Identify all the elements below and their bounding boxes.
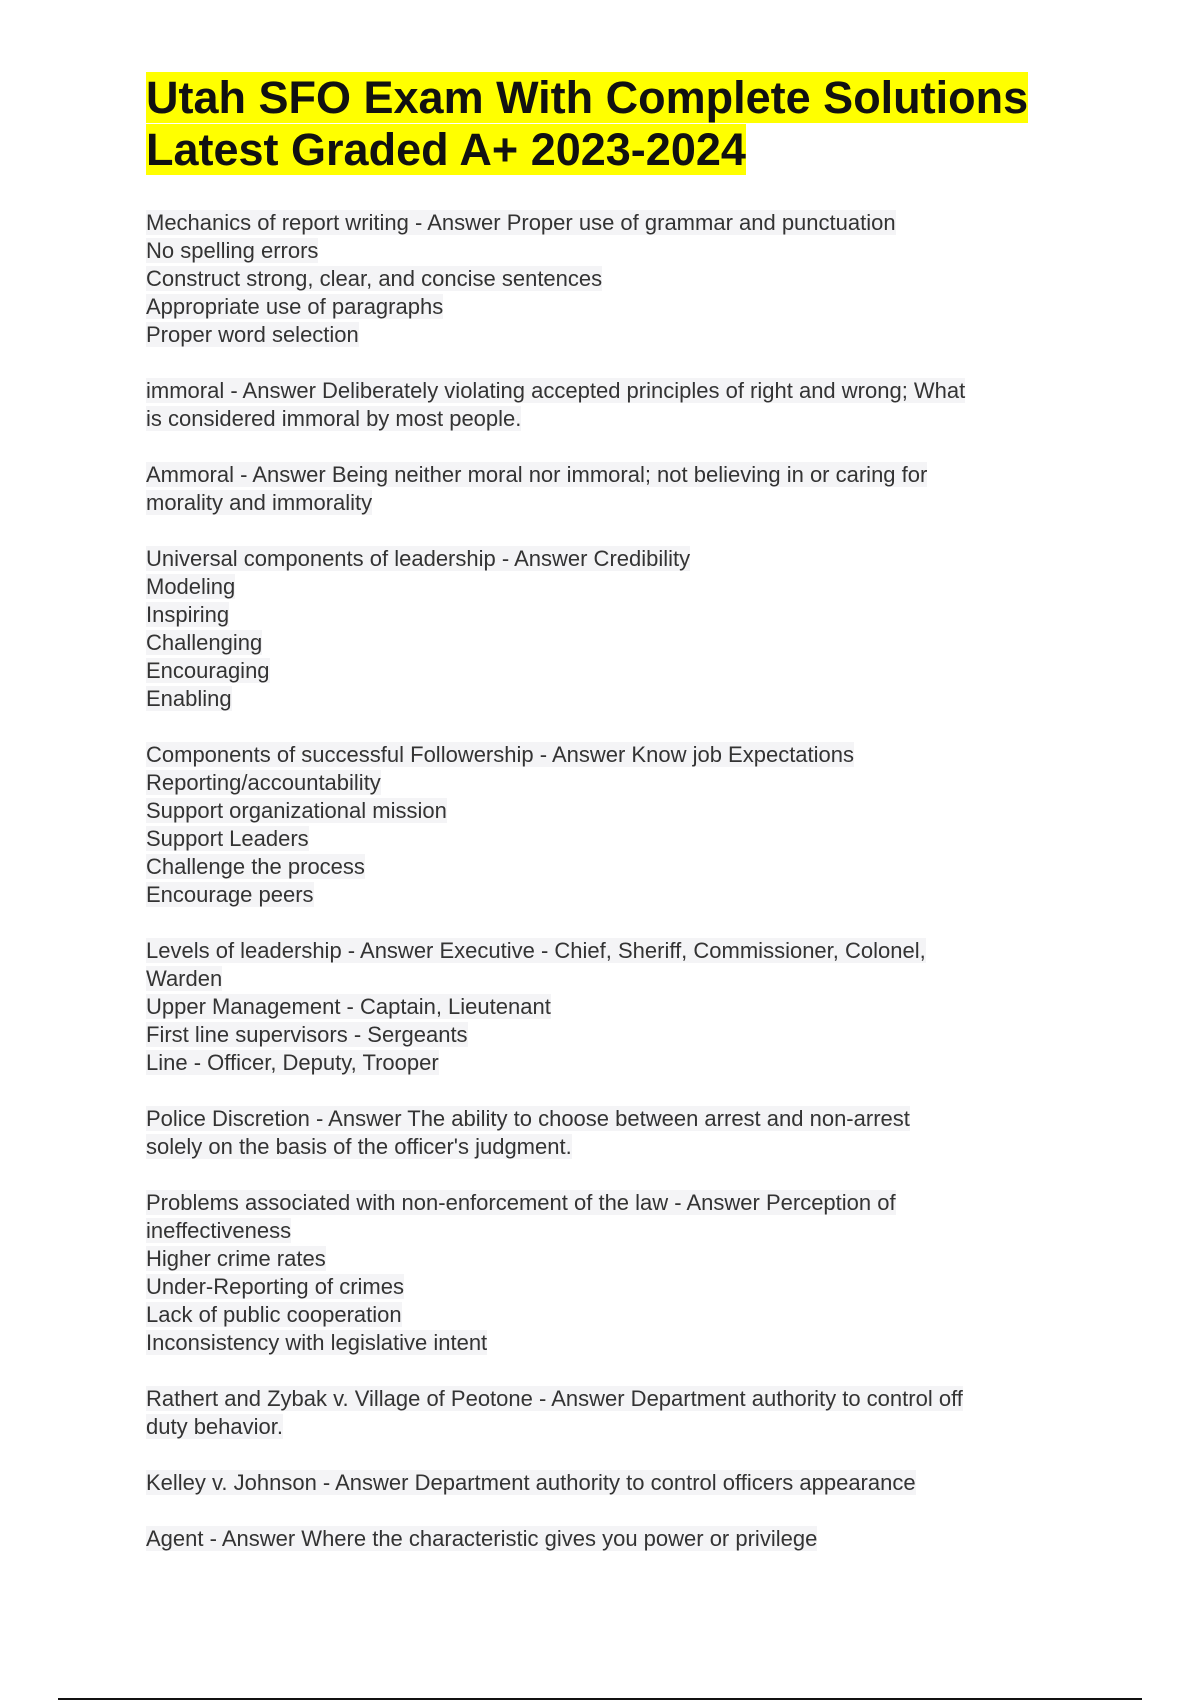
qa-entry	[146, 937, 1086, 1077]
qa-line-wrapper	[146, 461, 1086, 489]
qa-line-wrapper	[146, 601, 1086, 629]
qa-entry	[146, 461, 1086, 517]
qa-line-wrapper	[146, 1469, 1086, 1497]
qa-line-wrapper	[146, 853, 1086, 881]
qa-line: Universal components of leadership - Answer Credibility	[146, 546, 691, 571]
qa-line-wrapper	[146, 293, 1086, 321]
qa-line: solely on the basis of the officer's judgment.	[146, 1134, 572, 1159]
qa-line-wrapper	[146, 1245, 1086, 1273]
qa-line-wrapper	[146, 769, 1086, 797]
qa-line: Rathert and Zybak v. Village of Peotone - Answer Department authority to control off	[146, 1386, 963, 1411]
qa-line: Modeling	[146, 574, 236, 599]
qa-line-wrapper	[146, 321, 1086, 349]
qa-line-wrapper	[146, 741, 1086, 769]
qa-line-wrapper	[146, 629, 1086, 657]
qa-line: morality and immorality	[146, 490, 373, 515]
qa-line: Components of successful Followership - Answer Know job Expectations	[146, 742, 855, 767]
qa-line-wrapper	[146, 405, 1086, 433]
qa-line: Upper Management - Captain, Lieutenant	[146, 994, 551, 1019]
qa-line-wrapper	[146, 881, 1086, 909]
qa-line-wrapper	[146, 797, 1086, 825]
qa-line: Encourage peers	[146, 882, 314, 907]
qa-line: Higher crime rates	[146, 1246, 326, 1271]
qa-entry	[146, 209, 1086, 349]
qa-line-wrapper	[146, 1301, 1086, 1329]
qa-line: Lack of public cooperation	[146, 1302, 402, 1327]
qa-line: First line supervisors - Sergeants	[146, 1022, 468, 1047]
title-line-1: Utah SFO Exam With Complete Solutions	[146, 72, 1029, 123]
qa-line: Agent - Answer Where the characteristic gives you power or privilege	[146, 1526, 818, 1551]
qa-line: Appropriate use of paragraphs	[146, 294, 444, 319]
qa-line-wrapper	[146, 965, 1086, 993]
qa-line-wrapper	[146, 825, 1086, 853]
qa-line: Line - Officer, Deputy, Trooper	[146, 1050, 439, 1075]
qa-line: Proper word selection	[146, 322, 359, 347]
qa-line: ineffectiveness	[146, 1218, 292, 1243]
qa-line-wrapper	[146, 489, 1086, 517]
qa-line: Problems associated with non-enforcement of the law - Answer Perception of	[146, 1190, 896, 1215]
qa-line: Support Leaders	[146, 826, 309, 851]
qa-line-wrapper	[146, 1049, 1086, 1077]
qa-line: Warden	[146, 966, 223, 991]
qa-line: Mechanics of report writing - Answer Proper use of grammar and punctuation	[146, 210, 896, 235]
qa-line-wrapper	[146, 993, 1086, 1021]
qa-line-wrapper	[146, 657, 1086, 685]
qa-line-wrapper	[146, 1189, 1086, 1217]
qa-line: Challenging	[146, 630, 263, 655]
qa-entry	[146, 545, 1086, 713]
qa-line-wrapper	[146, 265, 1086, 293]
qa-line: Police Discretion - Answer The ability to choose between arrest and non-arrest	[146, 1106, 910, 1131]
document-title	[146, 72, 1106, 176]
qa-line: Kelley v. Johnson - Answer Department authority to control officers appearance	[146, 1470, 916, 1495]
qa-line-wrapper	[146, 1413, 1086, 1441]
qa-entry	[146, 1385, 1086, 1441]
qa-entry	[146, 1525, 1086, 1553]
qa-line-wrapper	[146, 1133, 1086, 1161]
qa-line-wrapper	[146, 1105, 1086, 1133]
qa-line: Encouraging	[146, 658, 270, 683]
qa-line: Inspiring	[146, 602, 230, 627]
qa-line-wrapper	[146, 685, 1086, 713]
qa-line-wrapper	[146, 1329, 1086, 1357]
qa-entry	[146, 1189, 1086, 1357]
qa-line: Reporting/accountability	[146, 770, 381, 795]
qa-list	[146, 209, 1086, 1581]
qa-line-wrapper	[146, 1021, 1086, 1049]
qa-entry	[146, 377, 1086, 433]
qa-line-wrapper	[146, 545, 1086, 573]
title-line-2: Latest Graded A+ 2023-2024	[146, 124, 746, 175]
qa-line: Enabling	[146, 686, 232, 711]
qa-line: Construct strong, clear, and concise sentences	[146, 266, 603, 291]
qa-line-wrapper	[146, 1385, 1086, 1413]
qa-line: immoral - Answer Deliberately violating accepted principles of right and wrong; What	[146, 378, 966, 403]
qa-line-wrapper	[146, 377, 1086, 405]
qa-line: Inconsistency with legislative intent	[146, 1330, 488, 1355]
qa-entry	[146, 741, 1086, 909]
qa-line-wrapper	[146, 1217, 1086, 1245]
qa-line: Ammoral - Answer Being neither moral nor immoral; not believing in or caring for	[146, 462, 928, 487]
qa-line-wrapper	[146, 209, 1086, 237]
qa-line-wrapper	[146, 237, 1086, 265]
qa-line: Under-Reporting of crimes	[146, 1274, 404, 1299]
qa-line: No spelling errors	[146, 238, 319, 263]
qa-line-wrapper	[146, 1525, 1086, 1553]
qa-entry	[146, 1105, 1086, 1161]
qa-line-wrapper	[146, 1273, 1086, 1301]
qa-line: Levels of leadership - Answer Executive - Chief, Sheriff, Commissioner, Colonel,	[146, 938, 926, 963]
qa-line: Support organizational mission	[146, 798, 447, 823]
qa-entry	[146, 1469, 1086, 1497]
qa-line-wrapper	[146, 573, 1086, 601]
qa-line-wrapper	[146, 937, 1086, 965]
qa-line: Challenge the process	[146, 854, 365, 879]
qa-line: duty behavior.	[146, 1414, 283, 1439]
qa-line: is considered immoral by most people.	[146, 406, 522, 431]
